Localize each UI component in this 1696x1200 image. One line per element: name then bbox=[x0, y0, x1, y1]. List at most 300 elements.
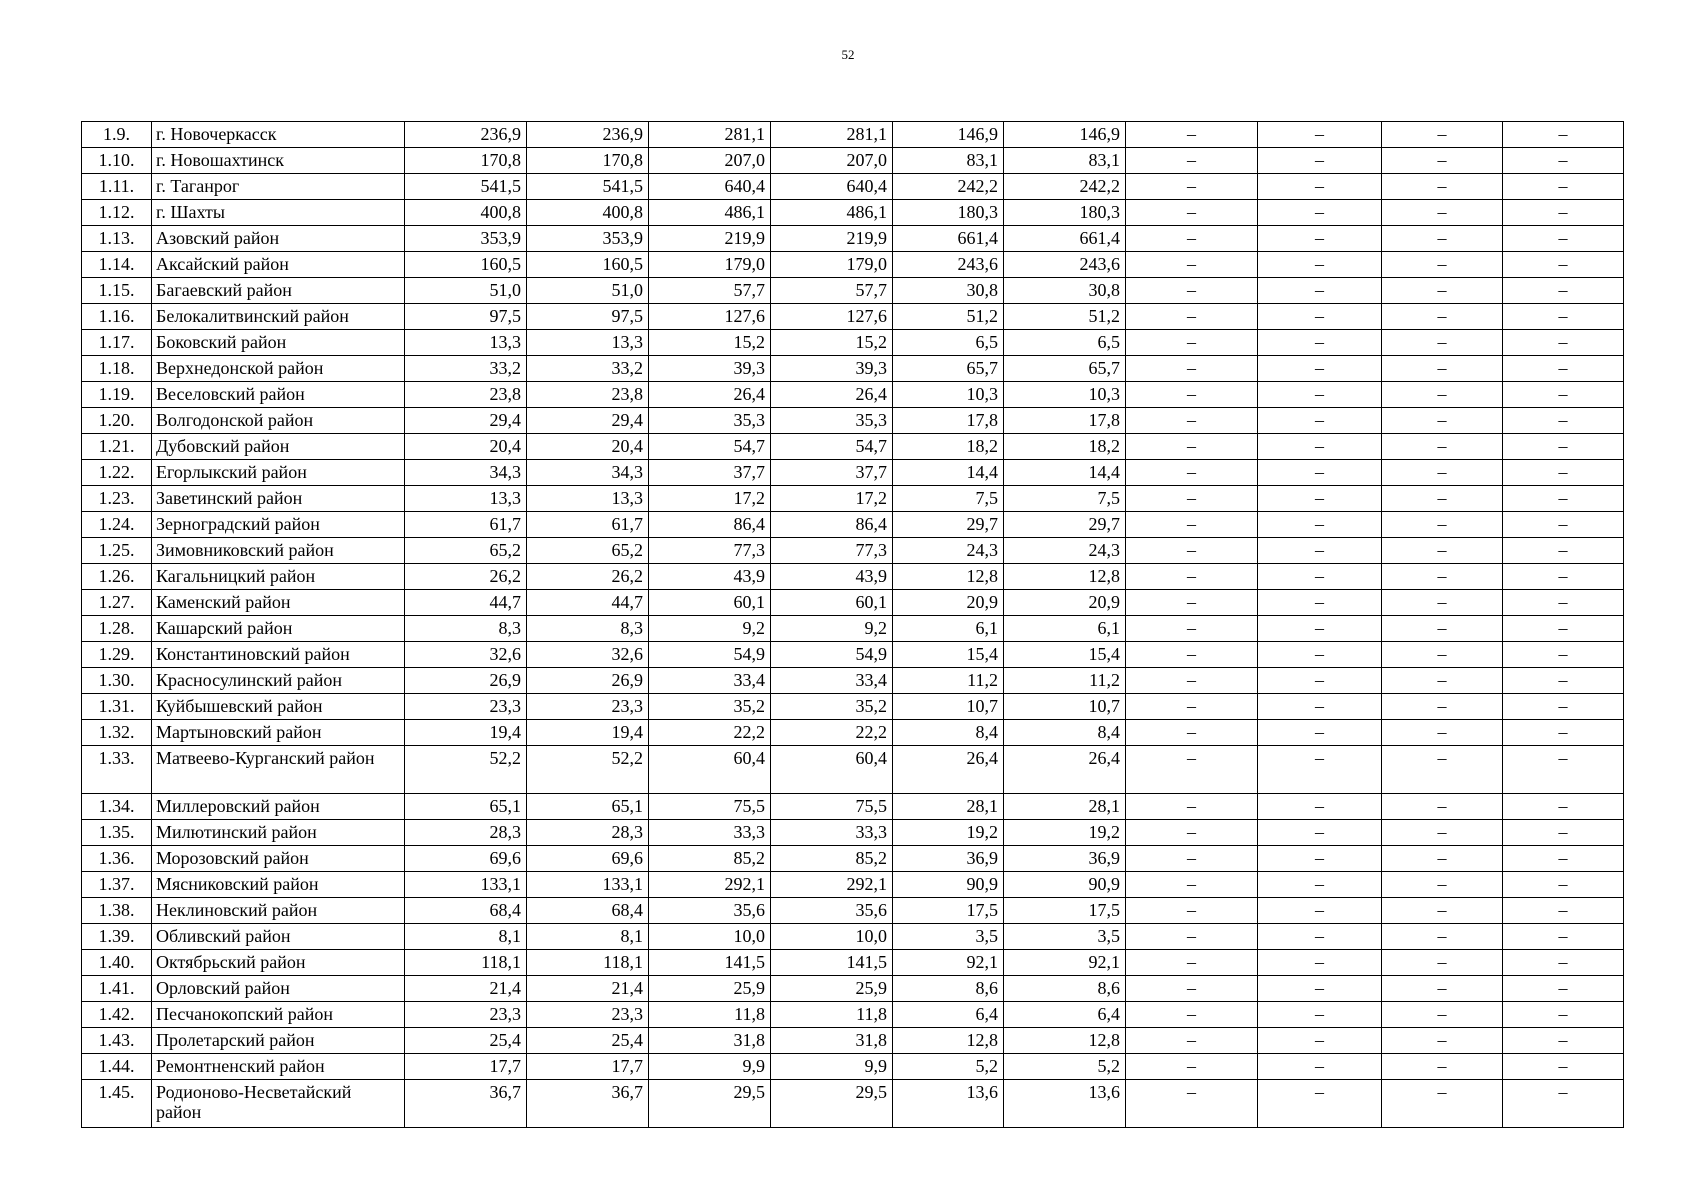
value-cell-5: 83,1 bbox=[893, 148, 1004, 174]
value-cell-9: – bbox=[1382, 226, 1503, 252]
value-cell-3: 54,9 bbox=[649, 642, 771, 668]
value-cell-3: 127,6 bbox=[649, 304, 771, 330]
district-name: г. Новошахтинск bbox=[152, 148, 405, 174]
value-cell-7: – bbox=[1126, 200, 1258, 226]
row-number: 1.40. bbox=[82, 950, 152, 976]
row-number: 1.35. bbox=[82, 820, 152, 846]
value-cell-7: – bbox=[1126, 616, 1258, 642]
value-cell-10: – bbox=[1503, 200, 1624, 226]
value-cell-3: 11,8 bbox=[649, 1002, 771, 1028]
row-number: 1.34. bbox=[82, 794, 152, 820]
district-name: Багаевский район bbox=[152, 278, 405, 304]
value-cell-7: – bbox=[1126, 174, 1258, 200]
value-cell-1: 29,4 bbox=[405, 408, 527, 434]
row-number: 1.13. bbox=[82, 226, 152, 252]
value-cell-10: – bbox=[1503, 1002, 1624, 1028]
table-row bbox=[82, 1028, 1624, 1054]
table-row bbox=[82, 694, 1624, 720]
value-cell-2: 97,5 bbox=[527, 304, 649, 330]
value-cell-10: – bbox=[1503, 356, 1624, 382]
value-cell-4: 35,3 bbox=[771, 408, 893, 434]
value-cell-2: 32,6 bbox=[527, 642, 649, 668]
value-cell-10: – bbox=[1503, 148, 1624, 174]
value-cell-3: 60,1 bbox=[649, 590, 771, 616]
table-row bbox=[82, 330, 1624, 356]
value-cell-1: 17,7 bbox=[405, 1054, 527, 1080]
value-cell-3: 75,5 bbox=[649, 794, 771, 820]
table-row bbox=[82, 564, 1624, 590]
value-cell-1: 118,1 bbox=[405, 950, 527, 976]
value-cell-9: – bbox=[1382, 356, 1503, 382]
value-cell-9: – bbox=[1382, 846, 1503, 872]
value-cell-8: – bbox=[1258, 122, 1382, 148]
district-name: Кашарский район bbox=[152, 616, 405, 642]
district-name: Ремонтненский район bbox=[152, 1054, 405, 1080]
value-cell-7: – bbox=[1126, 460, 1258, 486]
page-number: 52 bbox=[841, 47, 855, 62]
value-cell-7: – bbox=[1126, 512, 1258, 538]
table-row bbox=[82, 1054, 1624, 1080]
table-row bbox=[82, 174, 1624, 200]
value-cell-1: 13,3 bbox=[405, 486, 527, 512]
value-cell-6: 29,7 bbox=[1004, 512, 1126, 538]
value-cell-6: 24,3 bbox=[1004, 538, 1126, 564]
value-cell-7: – bbox=[1126, 820, 1258, 846]
row-number: 1.29. bbox=[82, 642, 152, 668]
value-cell-10: – bbox=[1503, 872, 1624, 898]
value-cell-6: 13,6 bbox=[1004, 1080, 1126, 1128]
value-cell-5: 20,9 bbox=[893, 590, 1004, 616]
value-cell-8: – bbox=[1258, 616, 1382, 642]
value-cell-5: 6,5 bbox=[893, 330, 1004, 356]
value-cell-2: 20,4 bbox=[527, 434, 649, 460]
value-cell-5: 146,9 bbox=[893, 122, 1004, 148]
value-cell-4: 37,7 bbox=[771, 460, 893, 486]
value-cell-6: 6,1 bbox=[1004, 616, 1126, 642]
value-cell-2: 541,5 bbox=[527, 174, 649, 200]
table-row bbox=[82, 590, 1624, 616]
table-row bbox=[82, 668, 1624, 694]
value-cell-4: 11,8 bbox=[771, 1002, 893, 1028]
value-cell-10: – bbox=[1503, 564, 1624, 590]
value-cell-1: 541,5 bbox=[405, 174, 527, 200]
table-row bbox=[82, 486, 1624, 512]
value-cell-4: 75,5 bbox=[771, 794, 893, 820]
district-name: Егорлыкский район bbox=[152, 460, 405, 486]
value-cell-6: 8,4 bbox=[1004, 720, 1126, 746]
district-name: Родионово-Несветайский район bbox=[152, 1080, 405, 1128]
value-cell-1: 97,5 bbox=[405, 304, 527, 330]
value-cell-3: 86,4 bbox=[649, 512, 771, 538]
table-row bbox=[82, 278, 1624, 304]
value-cell-3: 17,2 bbox=[649, 486, 771, 512]
table-row bbox=[82, 226, 1624, 252]
value-cell-3: 486,1 bbox=[649, 200, 771, 226]
value-cell-2: 68,4 bbox=[527, 898, 649, 924]
value-cell-5: 6,4 bbox=[893, 1002, 1004, 1028]
value-cell-7: – bbox=[1126, 278, 1258, 304]
value-cell-2: 26,2 bbox=[527, 564, 649, 590]
value-cell-7: – bbox=[1126, 538, 1258, 564]
value-cell-7: – bbox=[1126, 976, 1258, 1002]
district-name: Зерноградский район bbox=[152, 512, 405, 538]
value-cell-7: – bbox=[1126, 924, 1258, 950]
row-number: 1.24. bbox=[82, 512, 152, 538]
value-cell-2: 26,9 bbox=[527, 668, 649, 694]
value-cell-9: – bbox=[1382, 174, 1503, 200]
value-cell-9: – bbox=[1382, 746, 1503, 794]
value-cell-8: – bbox=[1258, 950, 1382, 976]
value-cell-4: 281,1 bbox=[771, 122, 893, 148]
value-cell-8: – bbox=[1258, 356, 1382, 382]
value-cell-4: 43,9 bbox=[771, 564, 893, 590]
value-cell-7: – bbox=[1126, 720, 1258, 746]
value-cell-3: 35,3 bbox=[649, 408, 771, 434]
table-row bbox=[82, 408, 1624, 434]
row-number: 1.45. bbox=[82, 1080, 152, 1128]
district-name: Дубовский район bbox=[152, 434, 405, 460]
value-cell-7: – bbox=[1126, 486, 1258, 512]
value-cell-6: 661,4 bbox=[1004, 226, 1126, 252]
value-cell-9: – bbox=[1382, 694, 1503, 720]
value-cell-5: 242,2 bbox=[893, 174, 1004, 200]
district-name: Кагальницкий район bbox=[152, 564, 405, 590]
value-cell-7: – bbox=[1126, 668, 1258, 694]
row-number: 1.43. bbox=[82, 1028, 152, 1054]
table-row bbox=[82, 512, 1624, 538]
value-cell-5: 243,6 bbox=[893, 252, 1004, 278]
value-cell-8: – bbox=[1258, 512, 1382, 538]
row-number: 1.20. bbox=[82, 408, 152, 434]
value-cell-8: – bbox=[1258, 898, 1382, 924]
table-row bbox=[82, 252, 1624, 278]
value-cell-5: 8,4 bbox=[893, 720, 1004, 746]
value-cell-8: – bbox=[1258, 694, 1382, 720]
value-cell-6: 8,6 bbox=[1004, 976, 1126, 1002]
value-cell-9: – bbox=[1382, 616, 1503, 642]
value-cell-5: 65,7 bbox=[893, 356, 1004, 382]
value-cell-9: – bbox=[1382, 382, 1503, 408]
value-cell-7: – bbox=[1126, 356, 1258, 382]
value-cell-4: 207,0 bbox=[771, 148, 893, 174]
value-cell-2: 118,1 bbox=[527, 950, 649, 976]
value-cell-8: – bbox=[1258, 226, 1382, 252]
table-row bbox=[82, 434, 1624, 460]
value-cell-5: 11,2 bbox=[893, 668, 1004, 694]
value-cell-6: 242,2 bbox=[1004, 174, 1126, 200]
value-cell-4: 9,2 bbox=[771, 616, 893, 642]
table-row bbox=[82, 148, 1624, 174]
value-cell-5: 7,5 bbox=[893, 486, 1004, 512]
row-number: 1.33. bbox=[82, 746, 152, 794]
value-cell-9: – bbox=[1382, 950, 1503, 976]
table-row bbox=[82, 200, 1624, 226]
value-cell-2: 8,1 bbox=[527, 924, 649, 950]
value-cell-9: – bbox=[1382, 1002, 1503, 1028]
value-cell-6: 3,5 bbox=[1004, 924, 1126, 950]
value-cell-7: – bbox=[1126, 1080, 1258, 1128]
value-cell-2: 69,6 bbox=[527, 846, 649, 872]
value-cell-10: – bbox=[1503, 694, 1624, 720]
value-cell-3: 43,9 bbox=[649, 564, 771, 590]
value-cell-3: 207,0 bbox=[649, 148, 771, 174]
value-cell-8: – bbox=[1258, 590, 1382, 616]
value-cell-6: 243,6 bbox=[1004, 252, 1126, 278]
value-cell-7: – bbox=[1126, 846, 1258, 872]
value-cell-1: 68,4 bbox=[405, 898, 527, 924]
value-cell-10: – bbox=[1503, 820, 1624, 846]
value-cell-3: 39,3 bbox=[649, 356, 771, 382]
value-cell-7: – bbox=[1126, 148, 1258, 174]
value-cell-2: 25,4 bbox=[527, 1028, 649, 1054]
row-number: 1.37. bbox=[82, 872, 152, 898]
value-cell-5: 14,4 bbox=[893, 460, 1004, 486]
row-number: 1.14. bbox=[82, 252, 152, 278]
value-cell-4: 57,7 bbox=[771, 278, 893, 304]
value-cell-1: 65,2 bbox=[405, 538, 527, 564]
value-cell-10: – bbox=[1503, 846, 1624, 872]
value-cell-7: – bbox=[1126, 590, 1258, 616]
value-cell-1: 133,1 bbox=[405, 872, 527, 898]
table-row bbox=[82, 122, 1624, 148]
value-cell-4: 22,2 bbox=[771, 720, 893, 746]
district-name: Заветинский район bbox=[152, 486, 405, 512]
district-name: Октябрьский район bbox=[152, 950, 405, 976]
value-cell-3: 77,3 bbox=[649, 538, 771, 564]
table-row bbox=[82, 356, 1624, 382]
value-cell-6: 6,5 bbox=[1004, 330, 1126, 356]
value-cell-5: 12,8 bbox=[893, 1028, 1004, 1054]
value-cell-1: 8,3 bbox=[405, 616, 527, 642]
value-cell-10: – bbox=[1503, 924, 1624, 950]
value-cell-5: 24,3 bbox=[893, 538, 1004, 564]
value-cell-3: 141,5 bbox=[649, 950, 771, 976]
value-cell-10: – bbox=[1503, 1054, 1624, 1080]
value-cell-2: 400,8 bbox=[527, 200, 649, 226]
row-number: 1.12. bbox=[82, 200, 152, 226]
value-cell-1: 23,3 bbox=[405, 694, 527, 720]
value-cell-8: – bbox=[1258, 1054, 1382, 1080]
row-number: 1.31. bbox=[82, 694, 152, 720]
value-cell-2: 61,7 bbox=[527, 512, 649, 538]
value-cell-9: – bbox=[1382, 898, 1503, 924]
district-name: г. Таганрог bbox=[152, 174, 405, 200]
value-cell-7: – bbox=[1126, 950, 1258, 976]
value-cell-1: 69,6 bbox=[405, 846, 527, 872]
row-number: 1.23. bbox=[82, 486, 152, 512]
value-cell-9: – bbox=[1382, 304, 1503, 330]
row-number: 1.27. bbox=[82, 590, 152, 616]
value-cell-6: 92,1 bbox=[1004, 950, 1126, 976]
value-cell-5: 6,1 bbox=[893, 616, 1004, 642]
row-number: 1.32. bbox=[82, 720, 152, 746]
value-cell-10: – bbox=[1503, 278, 1624, 304]
district-name: Азовский район bbox=[152, 226, 405, 252]
value-cell-5: 17,5 bbox=[893, 898, 1004, 924]
row-number: 1.30. bbox=[82, 668, 152, 694]
value-cell-5: 36,9 bbox=[893, 846, 1004, 872]
value-cell-8: – bbox=[1258, 408, 1382, 434]
value-cell-7: – bbox=[1126, 1028, 1258, 1054]
value-cell-2: 23,3 bbox=[527, 1002, 649, 1028]
value-cell-10: – bbox=[1503, 408, 1624, 434]
value-cell-6: 36,9 bbox=[1004, 846, 1126, 872]
value-cell-5: 12,8 bbox=[893, 564, 1004, 590]
value-cell-4: 39,3 bbox=[771, 356, 893, 382]
value-cell-6: 15,4 bbox=[1004, 642, 1126, 668]
value-cell-4: 17,2 bbox=[771, 486, 893, 512]
value-cell-7: – bbox=[1126, 898, 1258, 924]
value-cell-8: – bbox=[1258, 330, 1382, 356]
value-cell-8: – bbox=[1258, 924, 1382, 950]
value-cell-4: 54,7 bbox=[771, 434, 893, 460]
district-name: Веселовский район bbox=[152, 382, 405, 408]
value-cell-10: – bbox=[1503, 898, 1624, 924]
value-cell-5: 180,3 bbox=[893, 200, 1004, 226]
value-cell-1: 33,2 bbox=[405, 356, 527, 382]
value-cell-5: 17,8 bbox=[893, 408, 1004, 434]
value-cell-10: – bbox=[1503, 1028, 1624, 1054]
value-cell-4: 219,9 bbox=[771, 226, 893, 252]
value-cell-8: – bbox=[1258, 460, 1382, 486]
value-cell-5: 10,3 bbox=[893, 382, 1004, 408]
value-cell-8: – bbox=[1258, 148, 1382, 174]
value-cell-9: – bbox=[1382, 408, 1503, 434]
value-cell-2: 44,7 bbox=[527, 590, 649, 616]
value-cell-3: 57,7 bbox=[649, 278, 771, 304]
value-cell-2: 28,3 bbox=[527, 820, 649, 846]
value-cell-10: – bbox=[1503, 174, 1624, 200]
value-cell-4: 127,6 bbox=[771, 304, 893, 330]
value-cell-9: – bbox=[1382, 720, 1503, 746]
value-cell-2: 52,2 bbox=[527, 746, 649, 794]
value-cell-6: 14,4 bbox=[1004, 460, 1126, 486]
district-name: Красносулинский район bbox=[152, 668, 405, 694]
table-row bbox=[82, 1002, 1624, 1028]
value-cell-4: 35,6 bbox=[771, 898, 893, 924]
value-cell-8: – bbox=[1258, 1080, 1382, 1128]
value-cell-3: 292,1 bbox=[649, 872, 771, 898]
value-cell-2: 13,3 bbox=[527, 486, 649, 512]
value-cell-6: 17,8 bbox=[1004, 408, 1126, 434]
value-cell-1: 20,4 bbox=[405, 434, 527, 460]
value-cell-4: 10,0 bbox=[771, 924, 893, 950]
district-name: Аксайский район bbox=[152, 252, 405, 278]
value-cell-6: 7,5 bbox=[1004, 486, 1126, 512]
row-number: 1.21. bbox=[82, 434, 152, 460]
value-cell-4: 85,2 bbox=[771, 846, 893, 872]
value-cell-8: – bbox=[1258, 642, 1382, 668]
value-cell-2: 29,4 bbox=[527, 408, 649, 434]
value-cell-1: 36,7 bbox=[405, 1080, 527, 1128]
value-cell-4: 292,1 bbox=[771, 872, 893, 898]
value-cell-10: – bbox=[1503, 668, 1624, 694]
value-cell-3: 35,6 bbox=[649, 898, 771, 924]
row-number: 1.26. bbox=[82, 564, 152, 590]
value-cell-3: 29,5 bbox=[649, 1080, 771, 1128]
value-cell-3: 60,4 bbox=[649, 746, 771, 794]
value-cell-1: 26,2 bbox=[405, 564, 527, 590]
value-cell-2: 160,5 bbox=[527, 252, 649, 278]
value-cell-4: 9,9 bbox=[771, 1054, 893, 1080]
row-number: 1.17. bbox=[82, 330, 152, 356]
value-cell-8: – bbox=[1258, 174, 1382, 200]
value-cell-4: 86,4 bbox=[771, 512, 893, 538]
value-cell-3: 219,9 bbox=[649, 226, 771, 252]
value-cell-5: 5,2 bbox=[893, 1054, 1004, 1080]
value-cell-4: 25,9 bbox=[771, 976, 893, 1002]
value-cell-2: 33,2 bbox=[527, 356, 649, 382]
value-cell-2: 23,3 bbox=[527, 694, 649, 720]
table-row bbox=[82, 1080, 1624, 1128]
row-number: 1.28. bbox=[82, 616, 152, 642]
value-cell-10: – bbox=[1503, 382, 1624, 408]
value-cell-8: – bbox=[1258, 252, 1382, 278]
value-cell-2: 21,4 bbox=[527, 976, 649, 1002]
value-cell-1: 19,4 bbox=[405, 720, 527, 746]
value-cell-5: 51,2 bbox=[893, 304, 1004, 330]
value-cell-6: 26,4 bbox=[1004, 746, 1126, 794]
value-cell-4: 179,0 bbox=[771, 252, 893, 278]
value-cell-7: – bbox=[1126, 382, 1258, 408]
value-cell-8: – bbox=[1258, 976, 1382, 1002]
value-cell-5: 661,4 bbox=[893, 226, 1004, 252]
value-cell-2: 65,2 bbox=[527, 538, 649, 564]
value-cell-3: 281,1 bbox=[649, 122, 771, 148]
value-cell-5: 8,6 bbox=[893, 976, 1004, 1002]
value-cell-4: 640,4 bbox=[771, 174, 893, 200]
value-cell-8: – bbox=[1258, 746, 1382, 794]
table-row bbox=[82, 794, 1624, 820]
row-number: 1.36. bbox=[82, 846, 152, 872]
row-number: 1.11. bbox=[82, 174, 152, 200]
value-cell-6: 51,2 bbox=[1004, 304, 1126, 330]
value-cell-1: 51,0 bbox=[405, 278, 527, 304]
value-cell-8: – bbox=[1258, 564, 1382, 590]
value-cell-7: – bbox=[1126, 1002, 1258, 1028]
value-cell-1: 44,7 bbox=[405, 590, 527, 616]
value-cell-7: – bbox=[1126, 304, 1258, 330]
value-cell-2: 19,4 bbox=[527, 720, 649, 746]
district-name: г. Шахты bbox=[152, 200, 405, 226]
value-cell-9: – bbox=[1382, 486, 1503, 512]
value-cell-8: – bbox=[1258, 1028, 1382, 1054]
value-cell-1: 21,4 bbox=[405, 976, 527, 1002]
district-name: Матвеево-Курганский район bbox=[152, 746, 405, 794]
value-cell-1: 32,6 bbox=[405, 642, 527, 668]
value-cell-4: 141,5 bbox=[771, 950, 893, 976]
value-cell-5: 92,1 bbox=[893, 950, 1004, 976]
value-cell-2: 8,3 bbox=[527, 616, 649, 642]
value-cell-4: 33,4 bbox=[771, 668, 893, 694]
value-cell-10: – bbox=[1503, 746, 1624, 794]
value-cell-9: – bbox=[1382, 434, 1503, 460]
table-row bbox=[82, 720, 1624, 746]
value-cell-9: – bbox=[1382, 148, 1503, 174]
value-cell-8: – bbox=[1258, 1002, 1382, 1028]
value-cell-8: – bbox=[1258, 434, 1382, 460]
value-cell-8: – bbox=[1258, 720, 1382, 746]
value-cell-1: 8,1 bbox=[405, 924, 527, 950]
value-cell-7: – bbox=[1126, 642, 1258, 668]
value-cell-10: – bbox=[1503, 122, 1624, 148]
value-cell-9: – bbox=[1382, 872, 1503, 898]
district-name: Песчанокопский район bbox=[152, 1002, 405, 1028]
row-number: 1.9. bbox=[82, 122, 152, 148]
table-row bbox=[82, 304, 1624, 330]
value-cell-1: 34,3 bbox=[405, 460, 527, 486]
value-cell-2: 170,8 bbox=[527, 148, 649, 174]
